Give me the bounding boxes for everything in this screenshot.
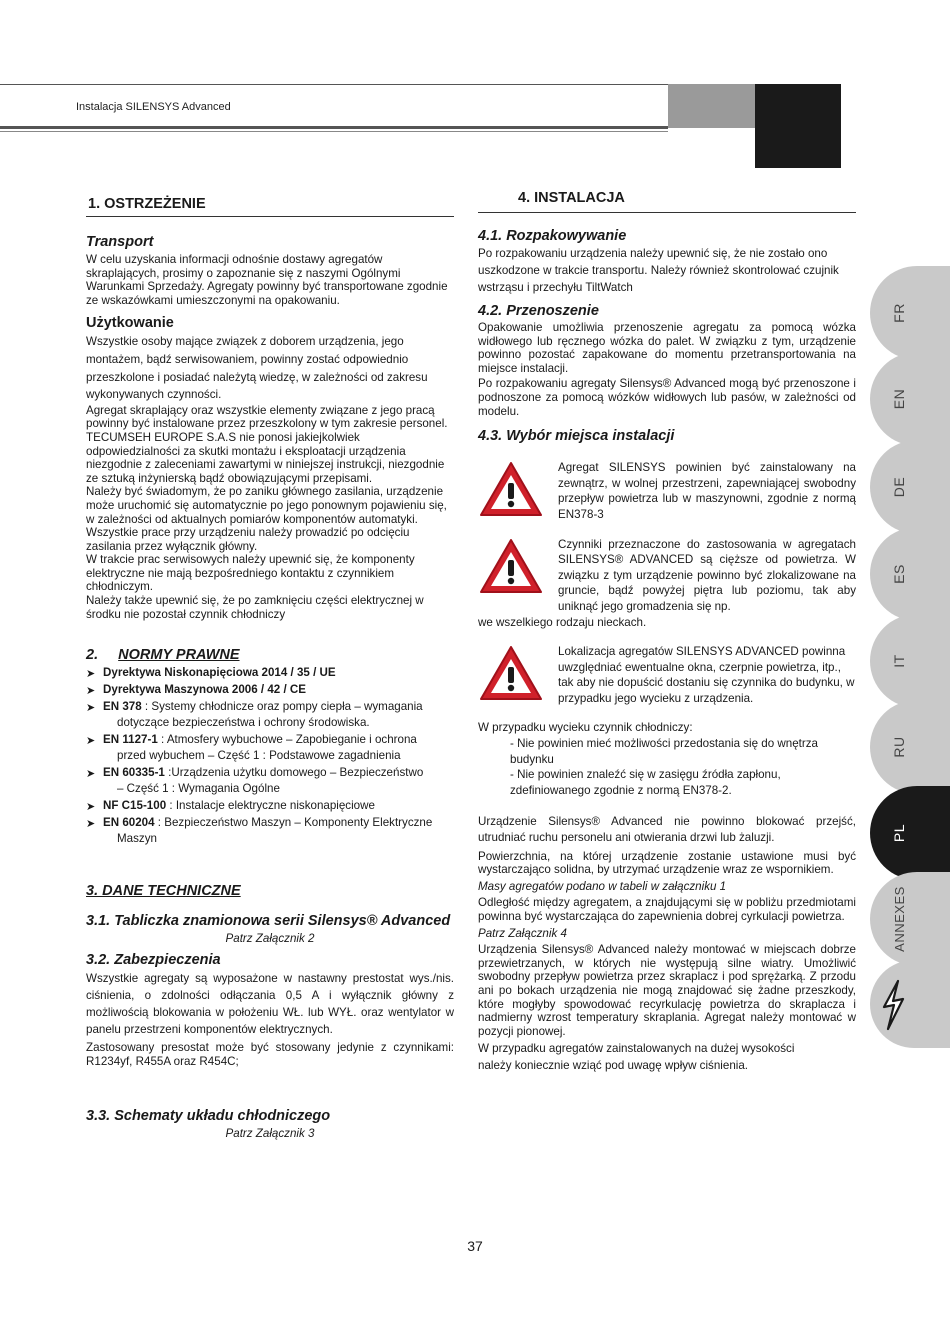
transport-text: W celu uzyskania informacji odnośnie dostawy agregatów skraplających, prosimy o zapoznanie się z naszymi Ogólnymi Warunkami Sprzedaży. Agregaty powinny być transportowane zgodnie ze wskazówkami umieszczonymi na opakowaniu.: [86, 253, 448, 307]
paragraph-altitude: W przypadku agregatów zainstalowanych na dużej wysokości należy koniecznie wziąć pod uwagę wpływ ciśnienia.: [478, 1042, 795, 1072]
section-4-2-title: 4.2. Przenoszenie: [478, 303, 599, 319]
section-3-2-paragraph-2: Zastosowany presostat może być stosowany jedynie z czynnikami: R1234yf, R455A oraz R454C;: [86, 1041, 454, 1068]
transport-title: Transport: [86, 234, 154, 250]
tab-en[interactable]: EN: [870, 352, 950, 446]
section-2-heading: [86, 647, 454, 663]
paragraph-mass-ref: Masy agregatów podano w tabeli w załączniku 1: [478, 879, 727, 893]
section-3-title: 3. DANE TECHNICZNE: [86, 883, 241, 900]
header-title: Instalacja SILENSYS Advanced: [76, 101, 231, 113]
usage-paragraph-3: TECUMSEH EUROPE S.A.S nie ponosi jakiejkolwiek odpowiedzialności za skutki montażu i eksploatacji urządzenia niezgodnie z zaleceniami zawartymi w niniejszej instrukcji, niezgodnie ze sztuką inżynierską bądź obowiązującymi przepisami.: [86, 430, 445, 485]
lightning-icon: [876, 978, 910, 1032]
tab-annexes[interactable]: ANNEXES: [870, 872, 950, 966]
tab-es[interactable]: ES: [870, 527, 950, 621]
norm-item: ➤ EN 1127-1 : Atmosfery wybuchowe – Zapobieganie i ochrona przed wybuchem – Część 1 : Podstawowe zagadnienia: [86, 733, 417, 763]
norms-list: [86, 665, 454, 847]
paragraph-annex-4-ref: Patrz Załącznik 4: [478, 926, 567, 940]
header-rule-thin: [0, 131, 668, 132]
paragraph-surface: Powierzchnia, na której urządzenie zostanie ustawione musi być wystarczająco solidna, by utrzymać urządzenie wraz ze wspornikiem.: [478, 849, 856, 877]
tab-electrical[interactable]: [870, 960, 950, 1048]
norm-item: ➤ EN 378 : Systemy chłodnicze oraz pompy ciepła – wymagania dotyczące bezpieczeństwa i ochrony środowiska.: [86, 700, 423, 730]
section-1-rule: [86, 216, 454, 217]
warning-block-3: [478, 644, 856, 706]
section-3-3-title: 3.3. Schematy układu chłodniczego: [86, 1108, 331, 1125]
norm-item: ➤ NF C15-100 : Instalacje elektryczne niskonapięciowe: [86, 799, 375, 814]
header-grey-block: [668, 84, 755, 128]
tab-it[interactable]: IT: [870, 614, 950, 708]
section-3-2-title: 3.2. Zabezpieczenia: [86, 952, 221, 969]
warning-block-1: [478, 460, 856, 522]
section-2-title: NORMY PRAWNE: [118, 647, 240, 664]
warning-text-2: Czynniki przeznaczone do zastosowania w agregatach SILENSYS® ADVANCED są cięższe od powietrza. W związku z tym urządzenie powinno być zlokalizowane na gruncie, bądź powyżej piętra lub poziomu, tak aby uniknąć jego gromadzenia się np.: [558, 537, 856, 613]
right-column: [478, 190, 856, 1074]
leak-item-2: - Nie powinien znaleźć się w zasięgu źródła zapłonu, zdefiniowanego zgodnie z normą EN378-2.: [510, 768, 781, 797]
leak-item-1: - Nie powinien mieć możliwości przedostania się do wnętrza budynku: [510, 737, 819, 766]
section-3-2-paragraph-1: Wszystkie agregaty są wyposażone w nastawny prestostat wys./nis. ciśnienia, o zdolności odłączania 0,5 A i wyłącznik główny z możliwością blokowania w położeniu WŁ. lub WYŁ. oraz wentylator w panelu przestrzeni komponentów elektrycznych.: [86, 972, 454, 1037]
norm-item: ➤ EN 60335-1 :Urządzenia użytku domowego – Bezpieczeństwo – Część 1 : Wymagania Ogólne: [86, 766, 424, 796]
section-1-title: 1. OSTRZEŻENIE: [88, 196, 206, 212]
section-4-1-title: 4.1. Rozpakowywanie: [478, 228, 627, 244]
paragraph-mounting: Urządzenia Silensys® Advanced należy montować w miejscach dobrze przewietrzanych, w których nie występują silne wiatry. Umożliwić swobodny przepływ powietrza przez skraplacz i pod sprężarką. Z przodu ani po bokach urządzenia nie mogą znajdować się żadne przeszkody, które mogłyby spowodować recyrkulację powietrza do skraplacza i nadmierny wzrost temperatury skraplania. Agregat należy montować w pozycji pionowej.: [478, 943, 856, 1038]
warning-text-2-tail: we wszelkiego rodzaju nieckach.: [478, 615, 647, 629]
header-black-block: [755, 84, 841, 168]
warning-text-1: Agregat SILENSYS powinien być zainstalowany na zewnątrz, w wolnej przestrzeni, zapewniającej swobodny przepływ powietrza lub w maszynowni, zgodnie z normą EN378-3: [558, 461, 856, 521]
arrow-bullet-icon: ➤: [86, 801, 96, 814]
header-rule: [0, 126, 668, 129]
left-column: [86, 190, 454, 1140]
tab-de[interactable]: DE: [870, 440, 950, 534]
arrow-bullet-icon: ➤: [86, 818, 96, 831]
section-4-3-title: 4.3. Wybór miejsca instalacji: [478, 428, 675, 445]
paragraph-blocking: Urządzenie Silensys® Advanced nie powinno blokować przejść, utrudniać ruchu personelu ani otwierania drzwi lub żaluzji.: [478, 815, 856, 845]
section-4-rule: [478, 212, 856, 213]
usage-paragraph-6: Należy także upewnić się, że po zamknięciu części elektrycznej w środku nie pozostał czynnik chłodniczy: [86, 594, 424, 621]
tab-ru[interactable]: RU: [870, 700, 950, 794]
arrow-bullet-icon: ➤: [86, 768, 96, 781]
section-3-3-ref: Patrz Załącznik 3: [225, 1127, 315, 1141]
arrow-bullet-icon: ➤: [86, 735, 96, 748]
norm-item: ➤ Dyrektywa Niskonapięciowa 2014 / 35 / UE: [86, 666, 336, 681]
warning-block-2: [478, 537, 856, 615]
arrow-bullet-icon: ➤: [86, 685, 96, 698]
arrow-bullet-icon: ➤: [86, 668, 96, 681]
norm-item: ➤ Dyrektywa Maszynowa 2006 / 42 / CE: [86, 683, 306, 698]
arrow-bullet-icon: ➤: [86, 702, 96, 715]
tab-fr[interactable]: FR: [870, 266, 950, 360]
usage-paragraph-1: Wszystkie osoby mające związek z doborem urządzenia, jego montażem, bądź serwisowaniem, powinny zostać odpowiednio przeszkolone i posiadać należytą wiedzę, w zależności od zakresu wykonywanych czynności.: [86, 335, 428, 402]
norm-item: ➤ EN 60204 : Bezpieczeństwo Maszyn – Komponenty Elektryczne Maszyn: [86, 816, 433, 846]
usage-paragraph-4: Należy być świadomym, że po zaniku głównego zasilania, urządzenie może uruchomić się automatycznie po jego ponownym pojawieniu się, w zależności od aktualnych pomiarów komponentów automatyki. Wszystkie prace przy urządzeniu należy prowadzić po odcięciu zasilania przez wyłącznik główny.: [86, 485, 447, 553]
warning-text-3: Lokalizacja agregatów SILENSYS ADVANCED powinna uwzględniać ewentualne okna, czerpnie powietrza, itp., tak aby nie dopuścić dostaniu się czynnika do budynku, w przypadku jego wycieku z urządzenia.: [558, 645, 855, 705]
usage-paragraph-2: Agregat skraplający oraz wszystkie elementy związane z jego pracą powinny być instalowane przez przeszkolony w tym zakresie personel.: [86, 403, 448, 431]
warning-triangle-icon: [478, 537, 544, 595]
section-1-heading: [86, 196, 454, 217]
page-number: 37: [467, 1238, 483, 1254]
usage-title: Użytkowanie: [86, 315, 174, 332]
section-4-1-text: Po rozpakowaniu urządzenia należy upewnić się, że nie zostało ono uszkodzone w trakcie transportu. Należy również skontrolować czujnik wstrząsu i przechyłu TiltWatch: [478, 247, 839, 294]
section-3-1-ref: Patrz Załącznik 2: [225, 932, 315, 946]
paragraph-distance: Odległość między agregatem, a znajdującymi się w pobliżu przedmiotami powinna być wystarczająca do zapewnienia dobrej cyrkulacji powietrza.: [478, 896, 856, 923]
usage-paragraph-5: W trakcie prac serwisowych należy upewnić się, że komponenty elektryczne nie mają bezpośredniego kontaktu z czynnikiem chłodniczym.: [86, 553, 415, 594]
tab-pl[interactable]: PL: [870, 786, 950, 880]
section-4-title: 4. INSTALACJA: [518, 190, 625, 206]
section-2-number: 2.: [86, 647, 99, 664]
leak-intro: W przypadku wycieku czynnik chłodniczy:: [478, 721, 693, 735]
section-4-heading: [478, 190, 856, 213]
section-4-2-paragraph-2: Po rozpakowaniu agregaty Silensys® Advanced mogą być przenoszone i podnoszone za pomocą wózków widłowych lub pasów, w zależności od modelu.: [478, 377, 856, 418]
section-3-1-title: 3.1. Tabliczka znamionowa serii Silensys® Advanced: [86, 913, 451, 930]
section-4-2-paragraph-1: Opakowanie umożliwia przenoszenie agregatu za pomocą wózka widłowego lub ręcznego wózka do palet. W związku z tym, urządzenie powinno pozostać zapakowane do momentu przetransportowania na miejsce instalacji.: [478, 321, 856, 375]
warning-triangle-icon: [478, 644, 544, 702]
warning-triangle-icon: [478, 460, 544, 518]
